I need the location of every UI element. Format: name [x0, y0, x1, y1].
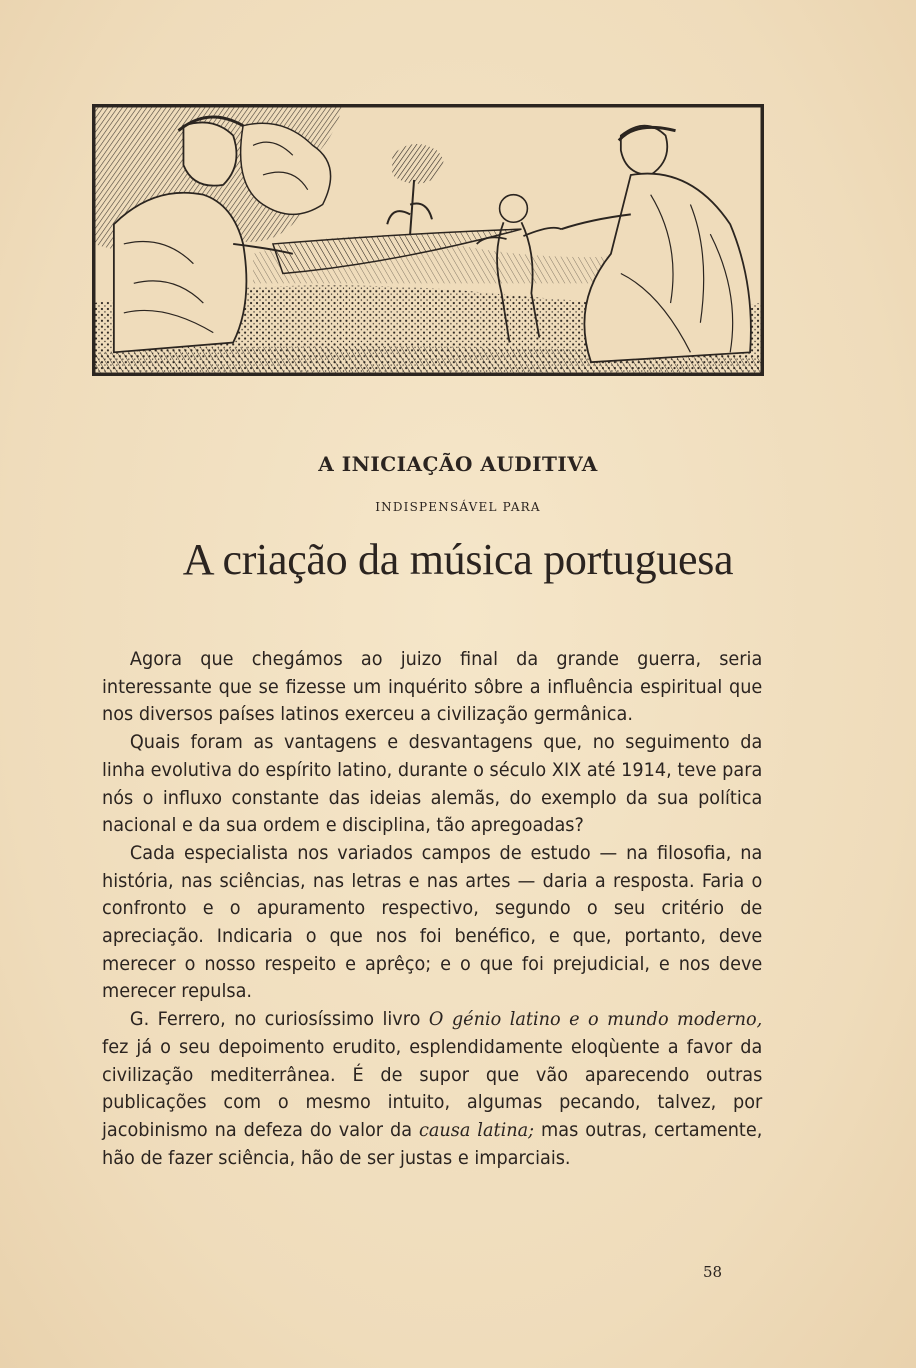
paragraph-text: fez já o seu depoimento erudito, esplendidamente eloqùente a favor da civilização mediterrânea. É de supor que vão aparecendo outras publicações com o mesmo intuito, algumas pecando, talvez, por jacobinismo na defeza do valor da: [102, 1035, 763, 1141]
section-subtitle: INDISPENSÁVEL PARA: [375, 500, 541, 514]
paragraph-text: G. Ferrero, no curiosíssimo livro: [129, 1008, 429, 1031]
engraving-figures-child-icon: [94, 106, 762, 374]
emphasis-text: causa latina;: [418, 1118, 535, 1141]
article-body: [102, 646, 762, 1172]
header-illustration: [92, 104, 764, 376]
paragraph: [102, 1006, 762, 1172]
book-title: O génio latino e o mundo moderno,: [428, 1008, 763, 1031]
article-title: A criação da música portuguesa: [182, 535, 734, 584]
paragraph: Quais foram as vantagens e desvantagens que, no seguimento da linha evolutiva do espírito latino, durante o século XIX até 1914, teve para nós o influxo constante das ideias alemãs, do exemplo da sua política nacional e da sua ordem e disciplina, tão apregoadas?: [102, 731, 763, 837]
paragraph: Cada especialista nos variados campos de estudo — na filosofia, na história, nas sciências, nas letras e nas artes — daria a resposta. Faria o confronto e o apuramento respectivo, segundo o seu critério de apreciação. Indicaria o que nos foi benéfico, e que, portanto, deve merecer o nosso respeito e aprêço; e o que foi prejudicial, e nos deve merecer repulsa.: [102, 841, 763, 1003]
paragraph: Agora que chegámos ao juizo final da grande guerra, seria interessante que se fizesse um inquérito sôbre a influência espiritual que nos diversos países latinos exerceu a civilização germânica.: [102, 648, 763, 726]
section-kicker: A INICIAÇÃO AUDITIVA: [318, 452, 598, 476]
page-number: 58: [703, 1263, 723, 1281]
paragraph-text: mas outras, certamente, hão de fazer sciência, hão de ser justas e imparciais.: [102, 1118, 763, 1169]
